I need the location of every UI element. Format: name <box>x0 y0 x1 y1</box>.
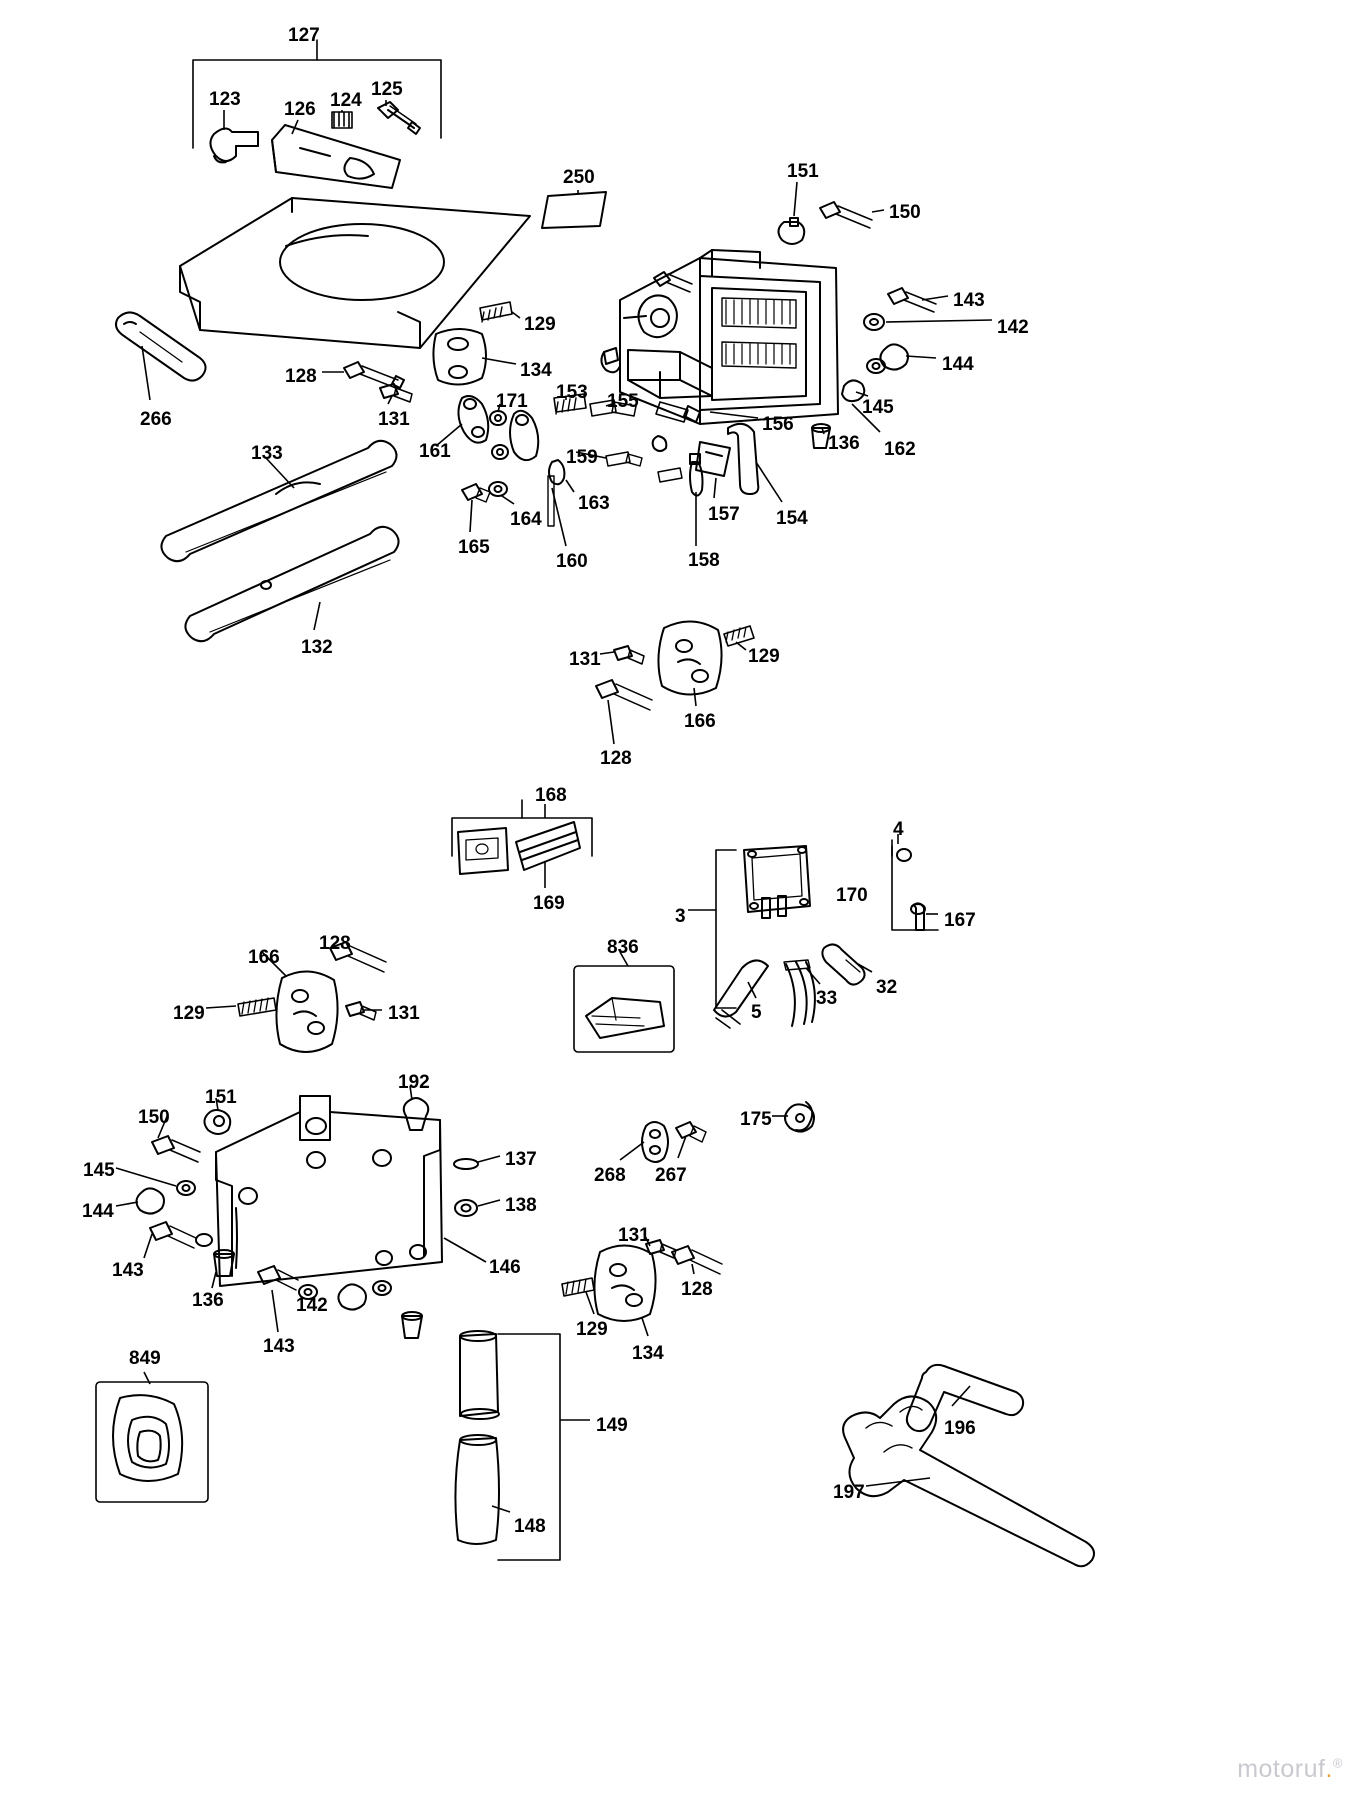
part-callout-128: 128 <box>600 748 632 769</box>
part-callout-145: 145 <box>83 1160 115 1181</box>
watermark-registered: ® <box>1332 1755 1343 1771</box>
part-callout-168: 168 <box>535 785 567 806</box>
part-callout-136: 136 <box>192 1290 224 1311</box>
part-callout-145: 145 <box>862 397 894 418</box>
part-callout-151: 151 <box>205 1087 237 1108</box>
part-callout-157: 157 <box>708 504 740 525</box>
part-callout-129: 129 <box>576 1319 608 1340</box>
part-callout-197: 197 <box>833 1482 865 1503</box>
part-callout-128: 128 <box>285 366 317 387</box>
part-callout-131: 131 <box>618 1225 650 1246</box>
part-callout-126: 126 <box>284 99 316 120</box>
part-callout-123: 123 <box>209 89 241 110</box>
part-callout-148: 148 <box>514 1516 546 1537</box>
part-callout-143: 143 <box>953 290 985 311</box>
part-callout-268: 268 <box>594 1165 626 1186</box>
part-callout-131: 131 <box>378 409 410 430</box>
part-callout-3: 3 <box>675 906 686 927</box>
part-callout-156: 156 <box>762 414 794 435</box>
part-callout-159: 159 <box>566 447 598 468</box>
part-callout-267: 267 <box>655 1165 687 1186</box>
part-callout-131: 131 <box>388 1003 420 1024</box>
part-callout-171: 171 <box>496 391 528 412</box>
part-callout-142: 142 <box>296 1295 328 1316</box>
part-callout-33: 33 <box>816 988 838 1009</box>
part-callout-196: 196 <box>944 1418 976 1439</box>
part-callout-144: 144 <box>82 1201 114 1222</box>
part-callout-849: 849 <box>129 1348 161 1369</box>
part-callout-155: 155 <box>607 391 639 412</box>
part-callout-131: 131 <box>569 649 601 670</box>
part-callout-169: 169 <box>533 893 565 914</box>
part-callout-137: 137 <box>505 1149 537 1170</box>
part-callout-153: 153 <box>556 382 588 403</box>
part-callout-192: 192 <box>398 1072 430 1093</box>
part-callout-154: 154 <box>776 508 808 529</box>
part-callout-151: 151 <box>787 161 819 182</box>
part-callout-134: 134 <box>520 360 552 381</box>
part-callout-166: 166 <box>248 947 280 968</box>
part-callout-143: 143 <box>112 1260 144 1281</box>
part-callout-133: 133 <box>251 443 283 464</box>
part-callout-160: 160 <box>556 551 588 572</box>
watermark-text: motoruf <box>1237 1755 1326 1783</box>
part-callout-158: 158 <box>688 550 720 571</box>
part-callout-149: 149 <box>596 1415 628 1436</box>
part-callout-166: 166 <box>684 711 716 732</box>
part-callout-175: 175 <box>740 1109 772 1130</box>
part-callout-150: 150 <box>889 202 921 223</box>
part-callout-162: 162 <box>884 439 916 460</box>
part-callout-32: 32 <box>876 977 898 998</box>
part-callout-129: 129 <box>748 646 780 667</box>
part-callout-143: 143 <box>263 1336 295 1357</box>
part-callout-5: 5 <box>751 1002 762 1023</box>
part-callout-250: 250 <box>563 167 595 188</box>
part-callout-127: 127 <box>288 25 320 46</box>
part-callout-836: 836 <box>607 937 639 958</box>
part-callout-161: 161 <box>419 441 451 462</box>
part-callout-129: 129 <box>524 314 556 335</box>
part-callout-128: 128 <box>319 933 351 954</box>
part-callout-163: 163 <box>578 493 610 514</box>
part-callout-165: 165 <box>458 537 490 558</box>
part-callout-4: 4 <box>893 819 904 840</box>
part-callout-138: 138 <box>505 1195 537 1216</box>
watermark: motoruf.® <box>1237 1755 1343 1783</box>
part-callout-142: 142 <box>997 317 1029 338</box>
part-callout-146: 146 <box>489 1257 521 1278</box>
part-callout-124: 124 <box>330 90 362 111</box>
part-callout-144: 144 <box>942 354 974 375</box>
part-callout-170: 170 <box>836 885 868 906</box>
part-callout-129: 129 <box>173 1003 205 1024</box>
part-callout-164: 164 <box>510 509 542 530</box>
part-callout-167: 167 <box>944 910 976 931</box>
part-callout-128: 128 <box>681 1279 713 1300</box>
part-callout-132: 132 <box>301 637 333 658</box>
part-callout-125: 125 <box>371 79 403 100</box>
part-callout-150: 150 <box>138 1107 170 1128</box>
part-callout-134: 134 <box>632 1343 664 1364</box>
part-callout-266: 266 <box>140 409 172 430</box>
part-callout-136: 136 <box>828 433 860 454</box>
